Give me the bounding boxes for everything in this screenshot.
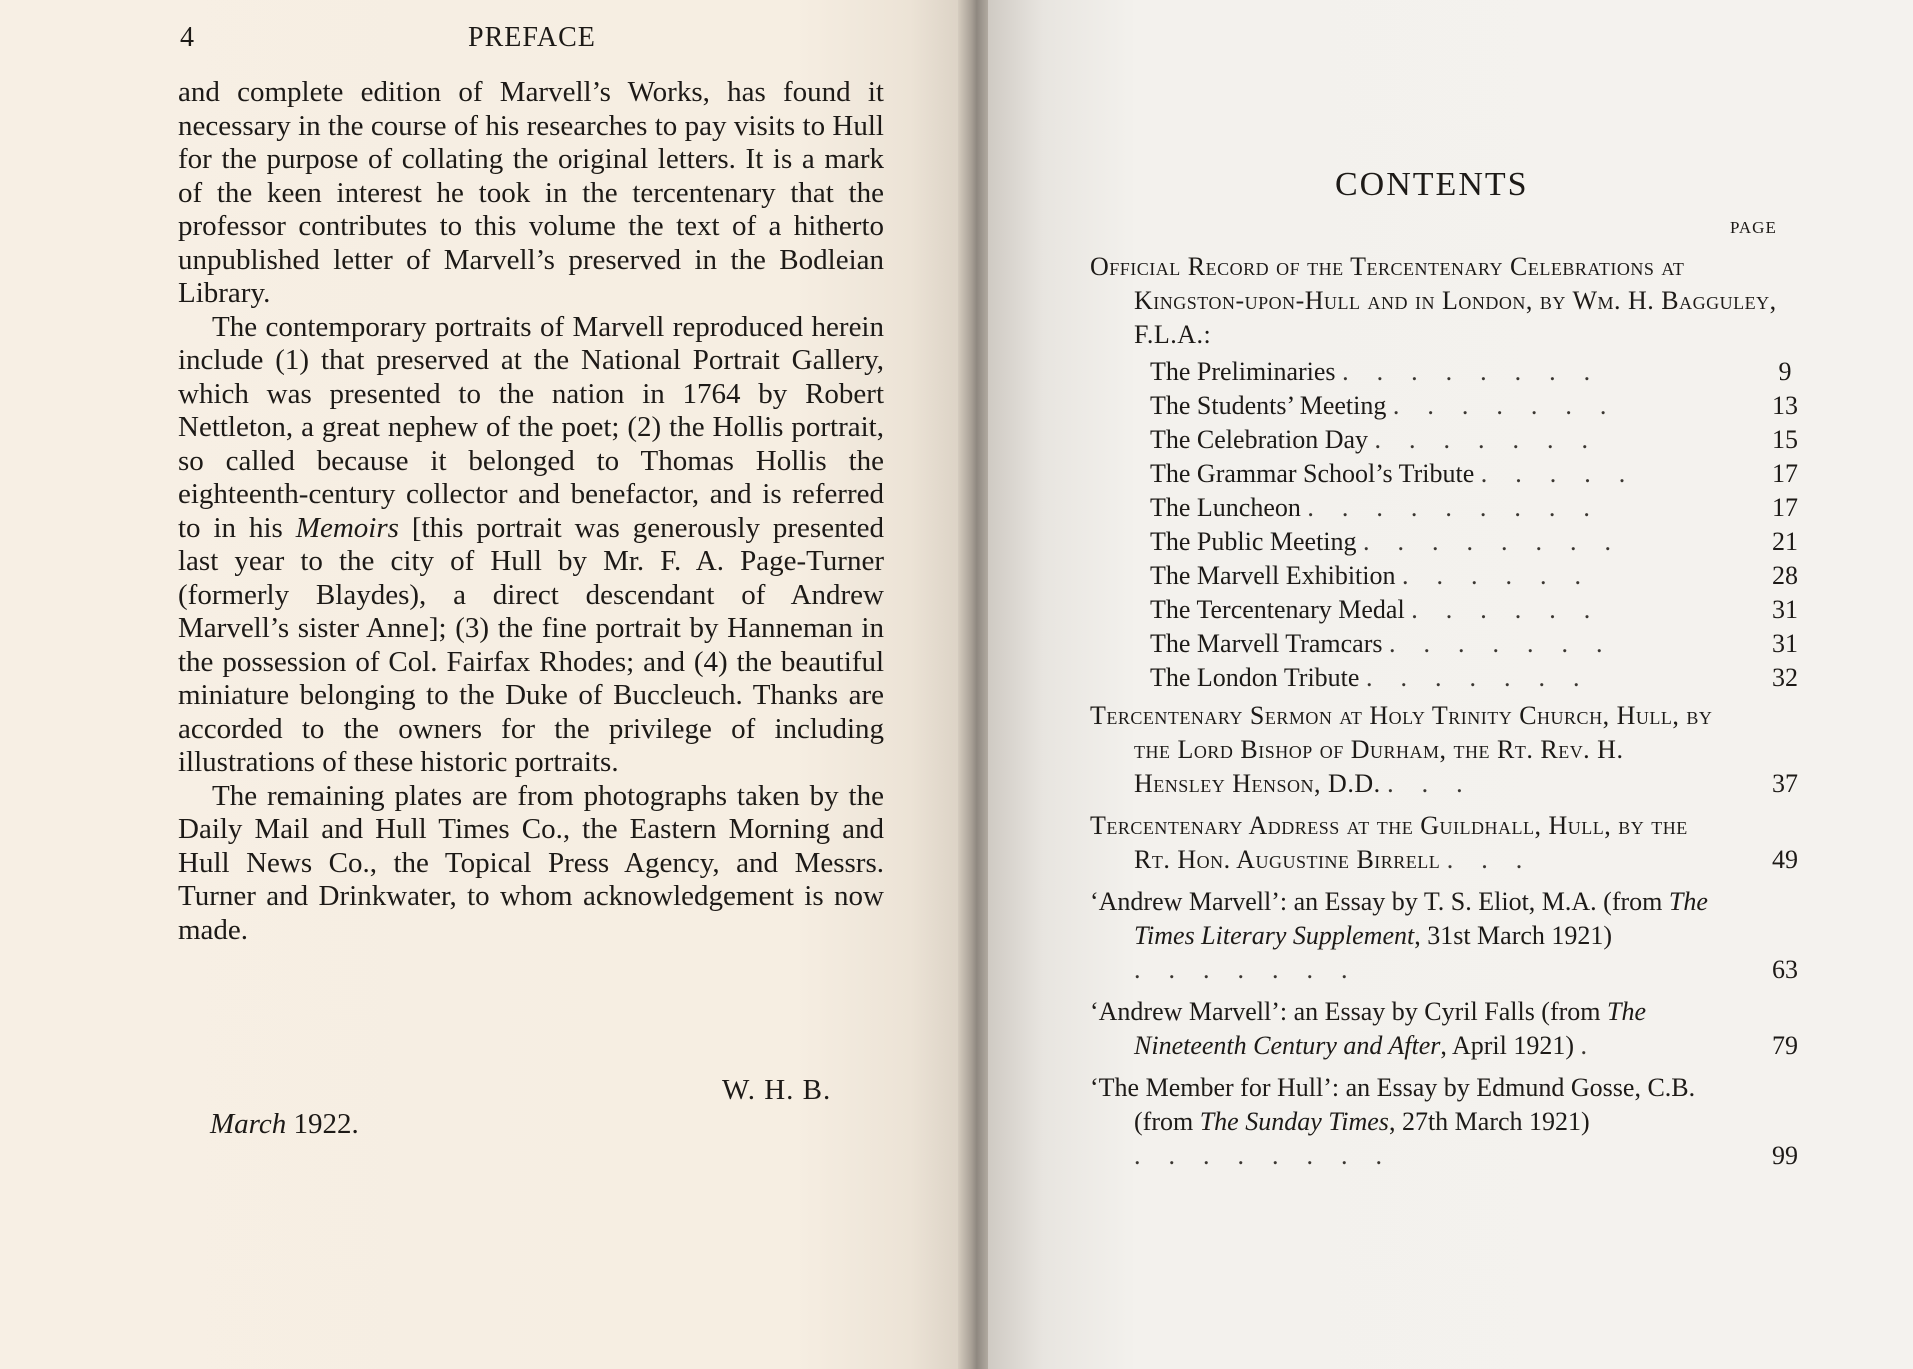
- toc-entry-title: The Students’ Meeting .......: [1150, 391, 1635, 420]
- signature-initials: W. H. B.: [722, 1074, 832, 1106]
- toc-entry: [1090, 627, 1810, 661]
- running-title: PREFACE: [468, 22, 596, 53]
- toc-entry-address: [1090, 809, 1810, 877]
- preface-paragraph-2-part-b: [this portrait was generously presented last year to the city of Hull by Mr. F. A. Page-Turner (formerly Blaydes), a direct descendant of Andrew Marvell’s sister Anne]; (3) the fine portrait by Hanneman in the possession of Col. Fairfax Rhodes; and (4) the beautiful miniature belonging to the Duke of Buccleuch. Thanks are accorded to the owners for the privilege of including illustrations of these historic portraits.: [178, 511, 884, 778]
- toc-entry-page: 37: [1772, 769, 1798, 798]
- toc-entry-page: 9: [1778, 357, 1792, 386]
- toc-entry-title: The Marvell Exhibition ......: [1150, 561, 1610, 590]
- toc-entry: [1090, 389, 1810, 423]
- date-month: March: [210, 1108, 287, 1140]
- toc-entry: [1090, 457, 1810, 491]
- toc-entry-page: 79: [1772, 1031, 1798, 1060]
- toc-entry: [1090, 525, 1810, 559]
- toc-entry-page: 17: [1772, 493, 1798, 522]
- preface-body: [178, 76, 884, 947]
- toc-entry: [1090, 559, 1810, 593]
- toc-entry-title: Tercentenary Address at the Guildhall, Hull, by the Rt. Hon. Augustine Birrell ...: [1090, 811, 1688, 874]
- toc-entry-title: The Preliminaries ........: [1150, 357, 1619, 386]
- table-of-contents: [1090, 250, 1810, 1176]
- toc-entry-title: The Luncheon .........: [1150, 493, 1618, 522]
- toc-entry-title: Official Record of the Tercentenary Celebrations at Kingston-upon-Hull and in London, by Wm. H. Bagguley, F.L.A.:: [1090, 252, 1777, 349]
- toc-entry-page: 21: [1772, 527, 1798, 556]
- toc-entry: [1090, 593, 1810, 627]
- contents-heading: CONTENTS: [1335, 166, 1529, 203]
- preface-paragraph-2-part-a: The contemporary portraits of Marvell reproduced herein include (1) that preserved at the National Portrait Gallery, which was presented to the nation in 1764 by Robert Nettleton, a great nephew of the poet; (2) the Hollis portrait, so called because it belonged to Thomas Hollis the eighteenth-century collector and benefactor, and is referred to in his: [178, 310, 884, 544]
- toc-entry-title: The Tercentenary Medal ......: [1150, 595, 1619, 624]
- date-year: 1922.: [293, 1108, 359, 1140]
- toc-entry-page: 28: [1772, 561, 1798, 590]
- toc-entry-gosse-essay: [1090, 1071, 1810, 1173]
- toc-entry-page: 49: [1772, 845, 1798, 874]
- toc-entry-page: 32: [1772, 663, 1798, 692]
- toc-entry-title: The Celebration Day .......: [1150, 425, 1617, 454]
- toc-entry-page: 15: [1772, 425, 1798, 454]
- toc-entry: [1090, 661, 1810, 695]
- page-column-label: PAGE: [1730, 218, 1777, 237]
- toc-entry-page: 63: [1772, 955, 1798, 984]
- toc-entry-page: 31: [1772, 629, 1798, 658]
- toc-entry-title: ‘Andrew Marvell’: an Essay by Cyril Falls (from The Nineteenth Century and After, April 1921) .: [1090, 997, 1647, 1060]
- memoirs-title: Memoirs: [295, 511, 399, 544]
- toc-entry-official-record: [1090, 250, 1810, 352]
- toc-entry-title: The London Tribute .......: [1150, 663, 1608, 692]
- toc-entry-title: The Marvell Tramcars .......: [1150, 629, 1631, 658]
- toc-entry-page: 17: [1772, 459, 1798, 488]
- toc-entry-title: The Grammar School’s Tribute .....: [1150, 459, 1654, 488]
- toc-entry-title: Tercentenary Sermon at Holy Trinity Church, Hull, by the Lord Bishop of Durham, the Rt. Rev. H. Hensley Henson, D.D. ...: [1090, 701, 1713, 798]
- toc-entry-page: 31: [1772, 595, 1798, 624]
- preface-paragraph-2: [178, 311, 884, 780]
- date-line: [210, 1108, 359, 1141]
- preface-paragraph-3: The remaining plates are from photographs taken by the Daily Mail and Hull Times Co., the Eastern Morning and Hull News Co., the Topical Press Agency, and Messrs. Turner and Drinkwater, to whom acknowledgement is now made.: [178, 779, 884, 946]
- toc-entry: [1090, 355, 1810, 389]
- toc-entry-falls-essay: [1090, 995, 1810, 1063]
- toc-entry-eliot-essay: [1090, 885, 1810, 987]
- toc-entry: [1090, 423, 1810, 457]
- toc-entry-page: 99: [1772, 1141, 1798, 1170]
- toc-entry-sermon: [1090, 699, 1810, 801]
- toc-entry-title: ‘The Member for Hull’: an Essay by Edmund Gosse, C.B. (from The Sunday Times, 27th March 1921) ........: [1090, 1073, 1696, 1170]
- book-spine: [958, 0, 992, 1369]
- toc-entry-page: 13: [1772, 391, 1798, 420]
- toc-entry-title: The Public Meeting ........: [1150, 527, 1640, 556]
- toc-entry-title: ‘Andrew Marvell’: an Essay by T. S. Eliot, M.A. (from The Times Literary Supplement, 31st March 1921) .......: [1090, 887, 1708, 984]
- page-number: 4: [180, 22, 195, 53]
- toc-entry: [1090, 491, 1810, 525]
- preface-paragraph-1: and complete edition of Marvell’s Works, has found it necessary in the course of his researches to pay visits to Hull for the purpose of collating the original letters. It is a mark of the keen interest he took in the tercentenary that the professor contributes to this volume the text of a hitherto unpublished letter of Marvell’s preserved in the Bodleian Library.: [178, 76, 884, 309]
